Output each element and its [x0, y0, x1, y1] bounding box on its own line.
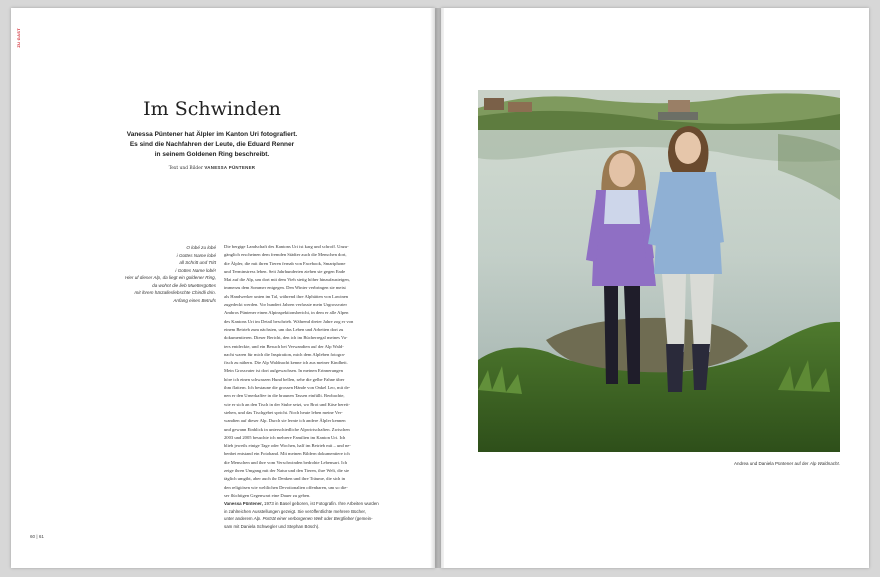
body-line: Ambros Püntener einen Alpinspektionsbericht, in dem er alle Alpen	[224, 310, 349, 316]
lead-line-3: in seinem Goldenen Ring beschreibt.	[154, 151, 270, 158]
body-line: höre ich einen schwarzen Hund bellen, sehe die gelbe Fahne über	[224, 376, 345, 382]
bio-text: 1973 in Basel geboren, ist Fotografin. Ihre Arbeiten wurden	[262, 501, 379, 506]
author-credit	[100, 165, 324, 171]
photo-two-girls-at-alpine-lake	[478, 90, 840, 452]
page-numbers: 60 | 61	[30, 534, 44, 539]
bio-line-1	[224, 500, 406, 508]
body-line: gänglich erscheinen dem fremden Städter auch die Menschen dort,	[224, 252, 347, 258]
body-line: ihm flattern. Ich bestaune die grossen Hände von Onkel Leo, mit de-	[224, 385, 351, 391]
quote-line: mit ihrem härzallerliebschte Chindli drin.	[134, 290, 216, 295]
quote-line: i Gottes Name lobé!	[175, 267, 216, 273]
body-line: ters entdeckte, und ein Besuch bei Verwandten auf der Alp Wald-	[224, 343, 344, 349]
section-tag: ZU GAST	[16, 28, 21, 48]
body-line: zugedeckt werden. Vor hundert Jahren verfasste mein Urgrossvater	[224, 302, 347, 308]
body-line: Mai auf die Alp, um dort mit dem Vieh stetig höher hinaufzusteigen,	[224, 277, 350, 283]
quote-source: Anfang eines Betrufs	[173, 297, 216, 303]
bio-line-2: in zahlreichen Ausstellungen gezeigt. Sie veröffentlichte mehrere Bücher,	[224, 508, 366, 514]
lead-line-2: Es sind die Nachfahren der Leute, die Eduard Renner	[129, 141, 295, 148]
body-line: immerzu dem Sommer entgegen. Den Winter verbringen sie meist	[224, 285, 346, 291]
credit-prefix: Text und Bilder	[168, 166, 203, 171]
body-line: als Handwerker unten im Tal, während ihre Alphütten von Lawinen	[224, 293, 349, 299]
body-line: zeige ihren Umgang mit der Natur und den Tieren, ihre Welt, die sie	[224, 468, 350, 474]
spine-gutter	[430, 8, 444, 568]
lead-line-1: Vanessa Püntener hat Älpler im Kanton Uri fotografiert.	[126, 131, 298, 138]
quote-line: i Gottes Name lobé	[176, 252, 216, 258]
author-bio	[224, 500, 406, 530]
bio-text: oder	[322, 516, 334, 521]
caption-place: Alp Waldnacht.	[809, 461, 840, 466]
body-line: und Terminstress leben. Seit Jahrhunderten ziehen sie gegen Ende	[224, 268, 346, 274]
body-line: nen er den Urnerkaffee in die braunen Tassen einfüllt. Beobachte,	[224, 393, 345, 399]
body-line: dokumentieren. Dieser Bericht, den ich im Bücherregal meines Va-	[224, 335, 348, 341]
body-line: benbei entstand ein Fotoband. Mit meinen Bildern dokumentiere ich	[224, 451, 350, 457]
bio-line-3	[224, 515, 406, 523]
caption-text: Andrea und Daniela Püntener auf der	[734, 461, 810, 466]
body-line: täglich umgibt, aber auch ihr Denken und ihre Träume, die sich in	[224, 476, 346, 482]
photo-caption	[478, 461, 840, 466]
bio-book-title: Alp. Porträt einer verborgenen Welt	[253, 516, 323, 521]
body-line: einem Betrieb zum nächsten, um das Leben und Arbeiten dort zu	[224, 326, 344, 332]
body-line: des Kantons Uri im Detail beschrieb. Während dreier Jahre zog er von	[224, 318, 354, 324]
body-line: die Älpler, die mit ihren Tieren fernab von Facebook, Smartphone	[224, 260, 346, 266]
body-line: Mein Grossvater ist dort aufgewachsen. In meinen Erinnerungen	[224, 368, 343, 374]
credit-name: VANESSA PÜNTENER	[204, 165, 256, 170]
bio-text: unter anderem	[224, 516, 254, 521]
body-line: die Menschen und ihre vom Verschwinden bedrohte Lebensart. Ich	[224, 459, 348, 465]
body-line: nacht waren für mich die Inspiration, mich dem Alpleben fotogra-	[224, 351, 346, 357]
article-title: Im Schwinden	[143, 98, 281, 120]
body-line: 2003 und 2005 besuchte ich mehrere Familien im Kanton Uri. Ich	[224, 434, 346, 440]
body-line: wandten auf dieser Alp. Durch sie lernte ich andere Älpler kennen	[224, 418, 346, 424]
article-body	[224, 243, 402, 500]
pull-quote	[100, 244, 216, 304]
quote-line: da wohnt die lieb Muettergottes	[152, 282, 216, 288]
bio-book-title: Bergfieber	[333, 516, 355, 521]
body-line: ser flüchtigen Gegenwart eine Dauer zu geben.	[224, 492, 311, 498]
quote-line: Hier uf dieser Alp, da liegt ein goldener Ring,	[125, 275, 216, 280]
body-line: Die bergige Landschaft des Kantons Uri ist karg und schroff. Unzu-	[224, 244, 349, 249]
quote-line: all Schritt und Tritt	[179, 260, 216, 265]
bio-line-4: sam mit Daniela Schwegler und Stephan Bösch).	[224, 523, 320, 529]
body-line: und gewann Einblick in unterschiedliche Alpwirtschaften. Zwischen	[224, 426, 350, 432]
quote-line: O lobé zu lobé	[186, 245, 216, 250]
body-line: den religiösen wie weltlichen Devotionalien offenbaren, um so die-	[224, 484, 348, 490]
body-line: fisch zu nähern. Die Alp Waldnacht kenne ich aus meiner Kindheit.	[224, 360, 348, 366]
body-line: wie er sich an den Tisch in der Stube setzt, wo Brot und Käse bereit-	[224, 401, 350, 407]
bio-name: Vanessa Püntener,	[224, 501, 263, 506]
body-line: stehen, und das Tischgebet spricht. Noch heute leben meine Ver-	[224, 409, 343, 415]
bio-text: (gemein-	[354, 516, 373, 521]
article-lead	[100, 130, 324, 160]
body-line: blieb jeweils einige Tage oder Wochen, half im Betrieb mit – und ne-	[224, 443, 351, 449]
